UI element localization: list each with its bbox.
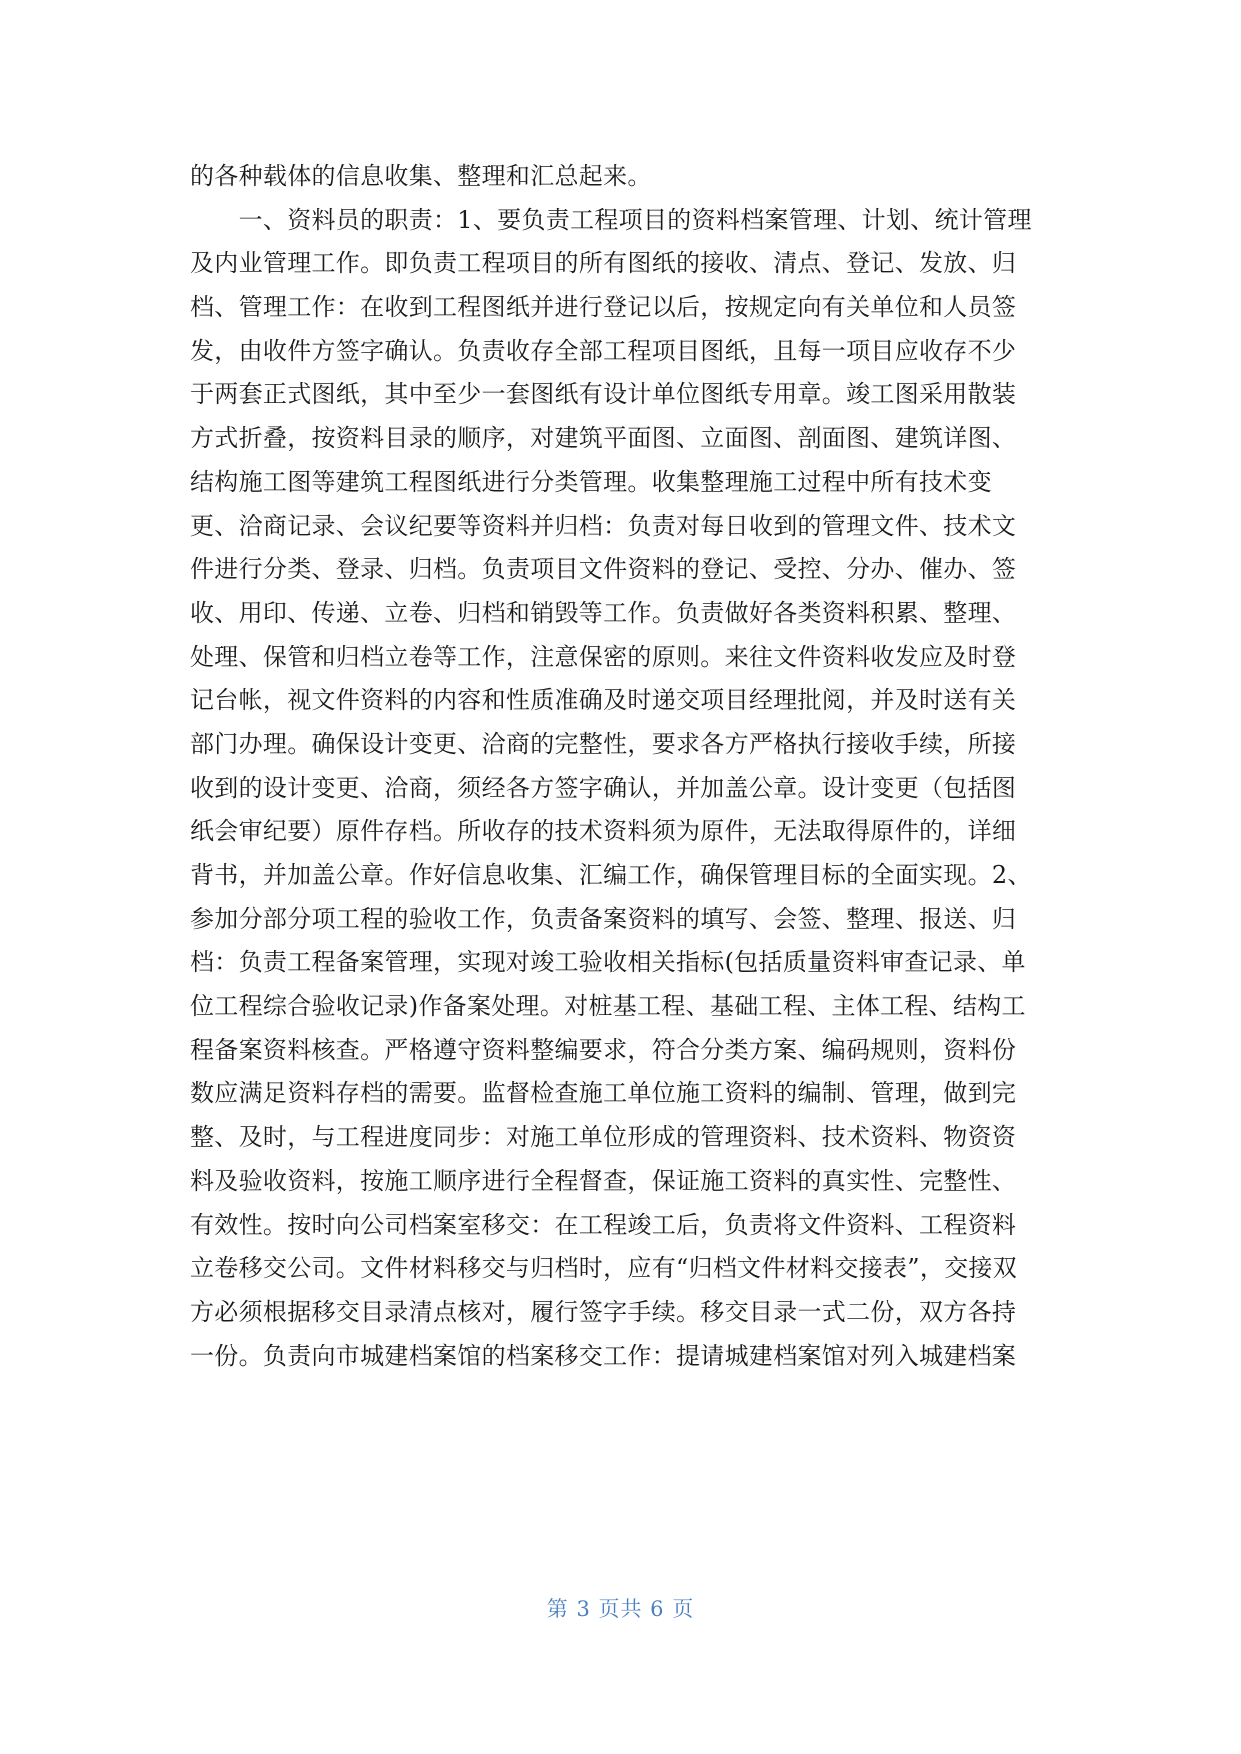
text-line: 件进行分类、登录、归档。负责项目文件资料的登记、受控、分办、催办、签 [190, 555, 1017, 584]
text-line: 参加分部分项工程的验收工作，负责备案资料的填写、会签、整理、报送、归 [190, 904, 1017, 933]
text-line: 程备案资料核查。严格遵守资料整编要求，符合分类方案、编码规则，资料份 [190, 1035, 1017, 1064]
text-line: 纸会审纪要）原件存档。所收存的技术资料须为原件，无法取得原件的，详细 [190, 817, 1017, 846]
text-line: 更、洽商记录、会议纪要等资料并归档：负责对每日收到的管理文件、技术文 [190, 511, 1017, 540]
text-line: 部门办理。确保设计变更、洽商的完整性，要求各方严格执行接收手续，所接 [190, 729, 1017, 758]
text-line: 有效性。按时向公司档案室移交：在工程竣工后，负责将文件资料、工程资料 [190, 1210, 1017, 1239]
text-line: 收到的设计变更、洽商，须经各方签字确认，并加盖公章。设计变更（包括图 [190, 773, 1017, 802]
text-line: 处理、保管和归档立卷等工作，注意保密的原则。来往文件资料收发应及时登 [190, 642, 1017, 671]
text-line: 方必须根据移交目录清点核对，履行签字手续。移交目录一式二份，双方各持 [190, 1297, 1017, 1326]
text-line: 数应满足资料存档的需要。监督检查施工单位施工资料的编制、管理，做到完 [190, 1079, 1017, 1108]
text-line: 料及验收资料，按施工顺序进行全程督查，保证施工资料的真实性、完整性、 [190, 1166, 1017, 1195]
text-line: 整、及时，与工程进度同步：对施工单位形成的管理资料、技术资料、物资资 [190, 1123, 1017, 1152]
text-line: 立卷移交公司。文件材料移交与归档时，应有“归档文件材料交接表”，交接双 [190, 1254, 1018, 1283]
text-line: 方式折叠，按资料目录的顺序，对建筑平面图、立面图、剖面图、建筑详图、 [190, 424, 1017, 453]
text-line: 的各种载体的信息收集、整理和汇总起来。 [190, 162, 652, 190]
text-line: 背书，并加盖公章。作好信息收集、汇编工作，确保管理目标的全面实现。2、 [190, 861, 1032, 889]
text-line: 于两套正式图纸，其中至少一套图纸有设计单位图纸专用章。竣工图采用散装 [190, 380, 1017, 409]
page-number-footer: 第 3 页共 6 页 [546, 1597, 695, 1621]
text-line: 一份。负责向市城建档案馆的档案移交工作：提请城建档案馆对列入城建档案 [190, 1341, 1017, 1370]
text-line: 发，由收件方签字确认。负责收存全部工程项目图纸，且每一项目应收存不少 [190, 336, 1017, 365]
text-line: 收、用印、传递、立卷、归档和销毁等工作。负责做好各类资料积累、整理、 [190, 598, 1017, 627]
text-line: 一、资料员的职责：1、要负责工程项目的资料档案管理、计划、统计管理 [190, 205, 1032, 234]
text-line: 结构施工图等建筑工程图纸进行分类管理。收集整理施工过程中所有技术变 [190, 467, 992, 496]
text-line: 档：负责工程备案管理，实现对竣工验收相关指标(包括质量资料审查记录、单 [190, 948, 1026, 977]
text-line: 档、管理工作：在收到工程图纸并进行登记以后，按规定向有关单位和人员签 [190, 293, 1017, 322]
text-line: 记台帐，视文件资料的内容和性质准确及时递交项目经理批阅，并及时送有关 [190, 686, 1017, 715]
text-line: 及内业管理工作。即负责工程项目的所有图纸的接收、清点、登记、发放、归 [190, 249, 1017, 278]
body-text [190, 155, 1050, 1378]
text-line: 位工程综合验收记录)作备案处理。对桩基工程、基础工程、主体工程、结构工 [190, 992, 1026, 1021]
